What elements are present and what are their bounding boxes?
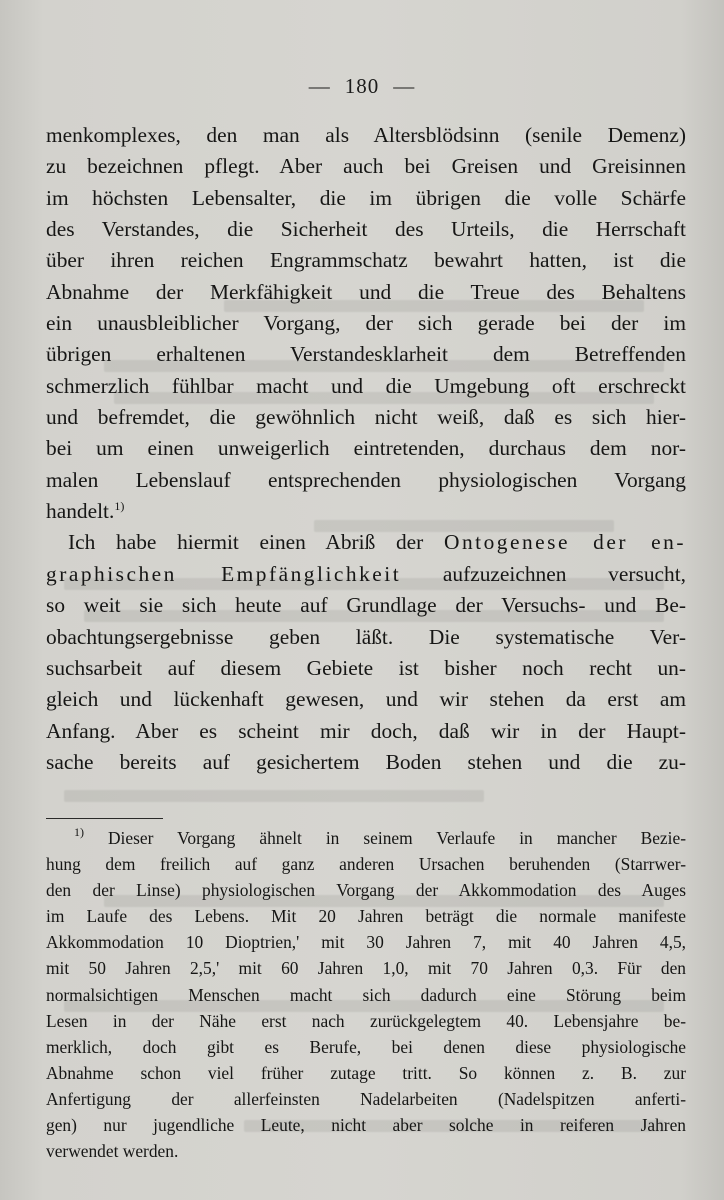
text-line: obachtungsergebnisse geben läßt. Die systematische Ver-	[46, 624, 686, 649]
page-number-dash-left: —	[308, 74, 331, 98]
footnote-line: Akkommodation 10 Dioptrien,' mit 30 Jahren 7, mit 40 Jahren 4,5,	[46, 932, 686, 953]
text-line: menkomplexes, den man als Altersblödsinn (senile Demenz)	[46, 123, 686, 147]
footnote-line	[46, 825, 686, 851]
emphasis-spaced: graphischen Empfänglichkeit	[46, 561, 402, 586]
footnote	[46, 825, 686, 1164]
footnote-line: Abnahme schon viel früher zutage tritt. So können z. B. zur	[46, 1062, 686, 1083]
footnote-line: mit 50 Jahren 2,5,' mit 60 Jahren 1,0, mit 70 Jahren 0,3. Für den	[46, 958, 686, 979]
text-line	[46, 559, 686, 590]
text-line: schmerzlich fühlbar macht und die Umgebung oft erschreckt	[46, 373, 686, 398]
text-line: bei um einen unweigerlich eintretenden, durchaus dem nor-	[46, 436, 686, 461]
text-line: malen Lebenslauf entsprechenden physiologischen Vorgang	[46, 467, 686, 492]
text-fragment: handelt.	[46, 499, 115, 524]
text-line: Anfang. Aber es scheint mir doch, daß wir in der Haupt-	[46, 718, 686, 743]
text-fragment: Dieser Vorgang ähnelt in seinem Verlaufe in mancher Bezie-	[108, 828, 686, 848]
text-line: so weit sie sich heute auf Grundlage der Versuchs- und Be-	[46, 593, 686, 618]
text-line: ein unausbleiblicher Vorgang, der sich gerade bei der im	[46, 311, 686, 336]
footnote-line: normalsichtigen Menschen macht sich dadurch eine Störung beim	[46, 984, 686, 1005]
footnote-line: gen) nur jugendliche Leute, nicht aber solche in reiferen Jahren	[46, 1115, 686, 1136]
page-number-dash-right: —	[393, 74, 416, 98]
text-line: im höchsten Lebensalter, die im übrigen die volle Schärfe	[46, 185, 686, 210]
main-text	[46, 120, 686, 778]
text-line: gleich und lückenhaft gewesen, und wir stehen da erst am	[46, 687, 686, 712]
footnote-line: Lesen in der Nähe erst nach zurückgelegtem 40. Lebensjahre be-	[46, 1010, 686, 1031]
page-number-value: 180	[344, 74, 380, 98]
text-line: sache bereits auf gesichertem Boden stehen und die zu-	[46, 749, 686, 774]
text-line	[46, 496, 686, 527]
footnote-divider	[46, 818, 163, 819]
footnote-marker: 1)	[74, 825, 84, 839]
text-line	[46, 527, 686, 558]
text-line: übrigen erhaltenen Verstandesklarheit dem Betreffenden	[46, 342, 686, 367]
text-line: suchsarbeit auf diesem Gebiete ist bisher noch recht un-	[46, 655, 686, 680]
footnote-line: hung dem freilich auf ganz anderen Ursachen beruhenden (Starrwer-	[46, 854, 686, 875]
footnote-line: den der Linse) physiologischen Vorgang der Akkommodation des Auges	[46, 880, 686, 901]
text-line: zu bezeichnen pflegt. Aber auch bei Greisen und Greisinnen	[46, 154, 686, 179]
text-line: und befremdet, die gewöhnlich nicht weiß, daß es sich hier-	[46, 405, 686, 430]
text-fragment: aufzuzeichnen versucht,	[442, 561, 686, 586]
footnote-line: im Laufe des Lebens. Mit 20 Jahren beträgt die normale manifeste	[46, 906, 686, 927]
footnote-reference[interactable]: 1)	[114, 499, 125, 514]
footnote-line: merklich, doch gibt es Berufe, bei denen diese physiologische	[46, 1036, 686, 1057]
footnote-line: Anfertigung der allerfeinsten Nadelarbeiten (Nadelspitzen anferti-	[46, 1088, 686, 1109]
text-line: des Verstandes, die Sicherheit des Urteils, die Herrschaft	[46, 217, 686, 242]
text-fragment: Ich habe hiermit einen Abriß der	[68, 530, 424, 555]
text-line: über ihren reichen Engrammschatz bewahrt hatten, ist die	[46, 248, 686, 273]
text-line: Abnahme der Merkfähigkeit und die Treue des Behaltens	[46, 279, 686, 304]
emphasis-spaced: Ontogenese der en-	[444, 530, 686, 555]
page-number	[0, 74, 724, 99]
footnote-line: verwendet werden.	[46, 1141, 179, 1162]
